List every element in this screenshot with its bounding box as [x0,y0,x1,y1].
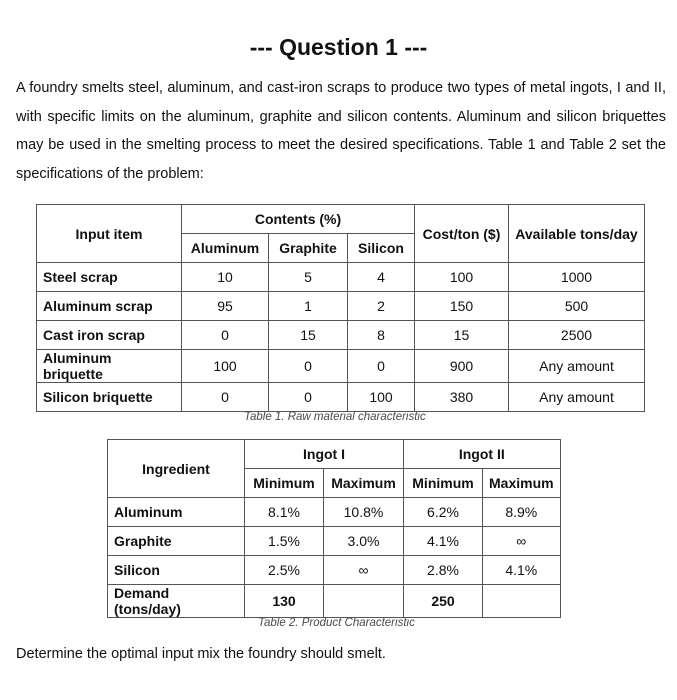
table-row [37,321,645,350]
row-label: Silicon [108,556,245,585]
table-row [108,556,561,585]
table2-caption: Table 2. Product Characteristic [258,617,415,629]
table-row [37,263,645,292]
cell-cost: 380 [415,383,509,412]
demand-row [108,585,561,618]
cell-min-2: 6.2% [404,498,483,527]
raw-material-table [36,204,645,412]
cell-silicon: 8 [348,321,415,350]
header-max-1: Maximum [324,469,404,498]
cell-max-1: 10.8% [324,498,404,527]
cell-min-1: 2.5% [245,556,324,585]
row-label: Graphite [108,527,245,556]
table-row [108,498,561,527]
header-graphite: Graphite [269,234,348,263]
table-header-row [37,205,645,234]
cell-cost: 150 [415,292,509,321]
cell-aluminum: 10 [182,263,269,292]
table-row [37,350,645,383]
cell-graphite: 0 [269,350,348,383]
cell-cost: 100 [415,263,509,292]
cell-aluminum: 0 [182,383,269,412]
header-min-2: Minimum [404,469,483,498]
cell-min-1: 1.5% [245,527,324,556]
cell-available: Any amount [509,383,645,412]
header-ingot-1: Ingot I [245,440,404,469]
cell-graphite: 1 [269,292,348,321]
cell-cost: 15 [415,321,509,350]
cell-aluminum: 95 [182,292,269,321]
row-label: Aluminum briquette [37,350,182,383]
closing-question: Determine the optimal input mix the foundry should smelt. [16,646,386,662]
table-row [108,527,561,556]
cell-aluminum: 100 [182,350,269,383]
header-ingot-2: Ingot II [404,440,561,469]
header-input-item: Input item [37,205,182,263]
question-title: --- Question 1 --- [249,34,428,60]
problem-statement: A foundry smelts steel, aluminum, and cast-iron scraps to produce two types of metal ingots, I and II, with specific limits on the aluminum, graphite and silicon contents. Aluminum and silicon briquettes may be used in the smelting process to meet the desired specifications. Table 1 and Table 2 set the specifications of the problem: [16,80,666,182]
demand-ingot-1: 130 [245,585,324,618]
empty-cell [483,585,561,618]
cell-max-2: 8.9% [483,498,561,527]
table-row [37,292,645,321]
cell-available: 500 [509,292,645,321]
empty-cell [324,585,404,618]
cell-graphite: 15 [269,321,348,350]
header-ingredient: Ingredient [108,440,245,498]
row-label: Demand (tons/day) [108,585,245,618]
cell-silicon: 4 [348,263,415,292]
header-max-2: Maximum [483,469,561,498]
header-cost: Cost/ton ($) [415,205,509,263]
cell-max-2: 4.1% [483,556,561,585]
header-contents: Contents (%) [182,205,415,234]
cell-available: 2500 [509,321,645,350]
cell-max-1: 3.0% [324,527,404,556]
row-label: Cast iron scrap [37,321,182,350]
row-label: Aluminum scrap [37,292,182,321]
header-silicon: Silicon [348,234,415,263]
cell-aluminum: 0 [182,321,269,350]
cell-available: Any amount [509,350,645,383]
table1-caption: Table 1. Raw material characteristic [244,411,426,423]
cell-min-1: 8.1% [245,498,324,527]
cell-max-2: ∞ [483,527,561,556]
cell-silicon: 0 [348,350,415,383]
row-label: Aluminum [108,498,245,527]
cell-max-1: ∞ [324,556,404,585]
row-label: Silicon briquette [37,383,182,412]
cell-min-2: 4.1% [404,527,483,556]
cell-graphite: 5 [269,263,348,292]
cell-available: 1000 [509,263,645,292]
cell-silicon: 100 [348,383,415,412]
demand-ingot-2: 250 [404,585,483,618]
cell-silicon: 2 [348,292,415,321]
header-min-1: Minimum [245,469,324,498]
header-available: Available tons/day [509,205,645,263]
product-characteristic-table [107,439,561,618]
row-label: Steel scrap [37,263,182,292]
cell-graphite: 0 [269,383,348,412]
cell-cost: 900 [415,350,509,383]
cell-min-2: 2.8% [404,556,483,585]
table-header-row [108,440,561,469]
table-row [37,383,645,412]
header-aluminum: Aluminum [182,234,269,263]
